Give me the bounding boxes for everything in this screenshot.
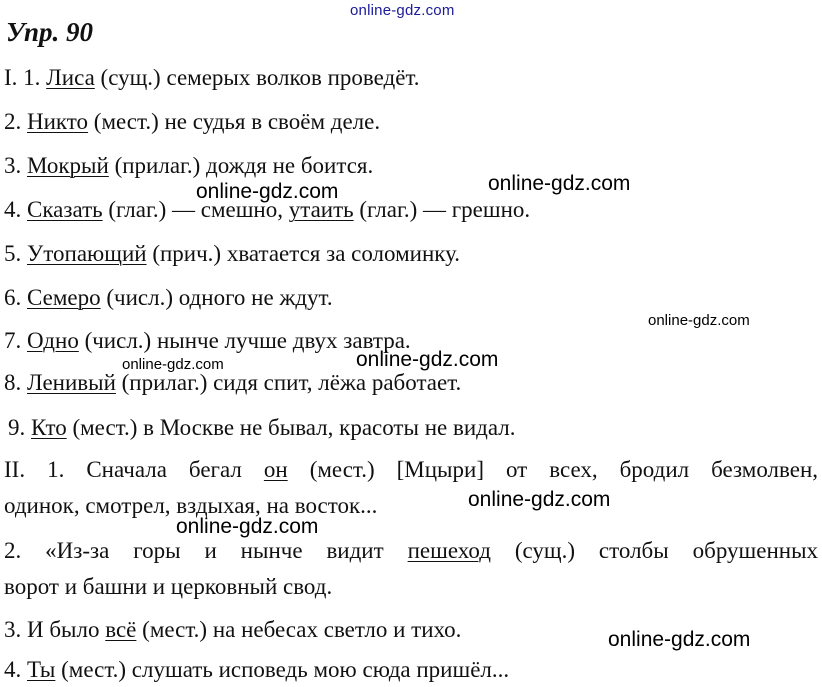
underlined-word: пешеход <box>407 538 491 563</box>
line-prefix: II. 1. Сначала бегал <box>4 457 242 482</box>
watermark: online-gdz.com <box>122 356 224 373</box>
underlined-word: Ты <box>27 657 56 682</box>
underlined-word: Мокрый <box>27 153 109 178</box>
line-text: (мест.) слушать исповедь мою сюда пришёл... <box>61 657 510 682</box>
text-line-12 <box>4 537 818 565</box>
line-text: (мест.) в Москве не бывал, красоты не видал. <box>72 415 516 440</box>
line-number: 4. <box>4 657 22 682</box>
watermark: online-gdz.com <box>648 312 750 329</box>
line-number: 6. <box>4 285 22 310</box>
underlined-word: всё <box>105 617 137 642</box>
top-watermark: online-gdz.com <box>350 2 455 19</box>
underlined-word: Никто <box>27 109 89 134</box>
line-text: (сущ.) семерых волков проведёт. <box>100 65 420 90</box>
line-number: 5. <box>4 241 22 266</box>
line-text: (мест.) не судья в своём деле. <box>93 109 381 134</box>
line-text: (мест.) на небесах светло и тихо. <box>142 617 462 642</box>
text-line-14 <box>4 616 461 644</box>
line-text: (прилаг.) сидя спит, лёжа работает. <box>121 370 462 395</box>
text-line-3 <box>4 152 373 180</box>
text-line-1 <box>4 64 420 92</box>
line-number: I. 1. <box>4 65 41 90</box>
watermark: online-gdz.com <box>468 488 611 511</box>
line-number: 7. <box>4 328 22 353</box>
line-number: 4. <box>4 197 22 222</box>
watermark: online-gdz.com <box>196 180 339 203</box>
line-number: 3. <box>4 153 22 178</box>
line-text-2: (глаг.) — грешно. <box>359 197 531 222</box>
underlined-word: он <box>263 457 288 482</box>
underlined-word: Ленивый <box>27 370 116 395</box>
exercise-title: Упр. 90 <box>6 17 94 47</box>
line-text: одинок, смотрел, вздыхая, на восток... <box>4 493 378 518</box>
line-text: (глаг.) — смешно, <box>108 197 283 222</box>
text-line-13 <box>4 573 332 601</box>
line-text: (мест.) [Мцыри] от всех, бродил безмолвен, <box>309 457 819 482</box>
text-line-8 <box>4 369 461 397</box>
underlined-word: Семеро <box>27 285 101 310</box>
line-prefix: 2. «Из-за горы и нынче видит <box>4 538 384 563</box>
text-line-6 <box>4 284 333 312</box>
text-line-15 <box>4 656 509 684</box>
line-text: (числ.) нынче лучше двух завтра. <box>84 328 411 353</box>
underlined-word: Одно <box>27 328 79 353</box>
line-text: (прич.) хватается за соломинку. <box>152 241 461 266</box>
watermark: online-gdz.com <box>608 628 751 651</box>
line-text: (прилаг.) дождя не боится. <box>114 153 374 178</box>
underlined-word: Лиса <box>46 65 95 90</box>
text-line-9 <box>8 414 515 442</box>
line-text: ворот и башни и церковный свод. <box>4 574 333 599</box>
underlined-word: Сказать <box>27 197 103 222</box>
watermark: online-gdz.com <box>488 172 631 195</box>
watermark: online-gdz.com <box>356 348 499 371</box>
line-text: (числ.) одного не ждут. <box>106 285 333 310</box>
underlined-word: Кто <box>31 415 67 440</box>
text-line-7 <box>4 327 411 355</box>
text-line-10 <box>4 456 818 484</box>
watermark: online-gdz.com <box>176 515 319 538</box>
text-line-5 <box>4 240 460 268</box>
line-text: (сущ.) столбы обрушенных <box>514 538 819 563</box>
line-number: 8. <box>4 370 22 395</box>
text-line-2 <box>4 108 380 136</box>
underlined-word: Утопающий <box>27 241 147 266</box>
underlined-word-2: утаить <box>288 197 354 222</box>
line-number: 9. <box>8 415 26 440</box>
line-number: 2. <box>4 109 22 134</box>
line-prefix: 3. И было <box>4 617 100 642</box>
